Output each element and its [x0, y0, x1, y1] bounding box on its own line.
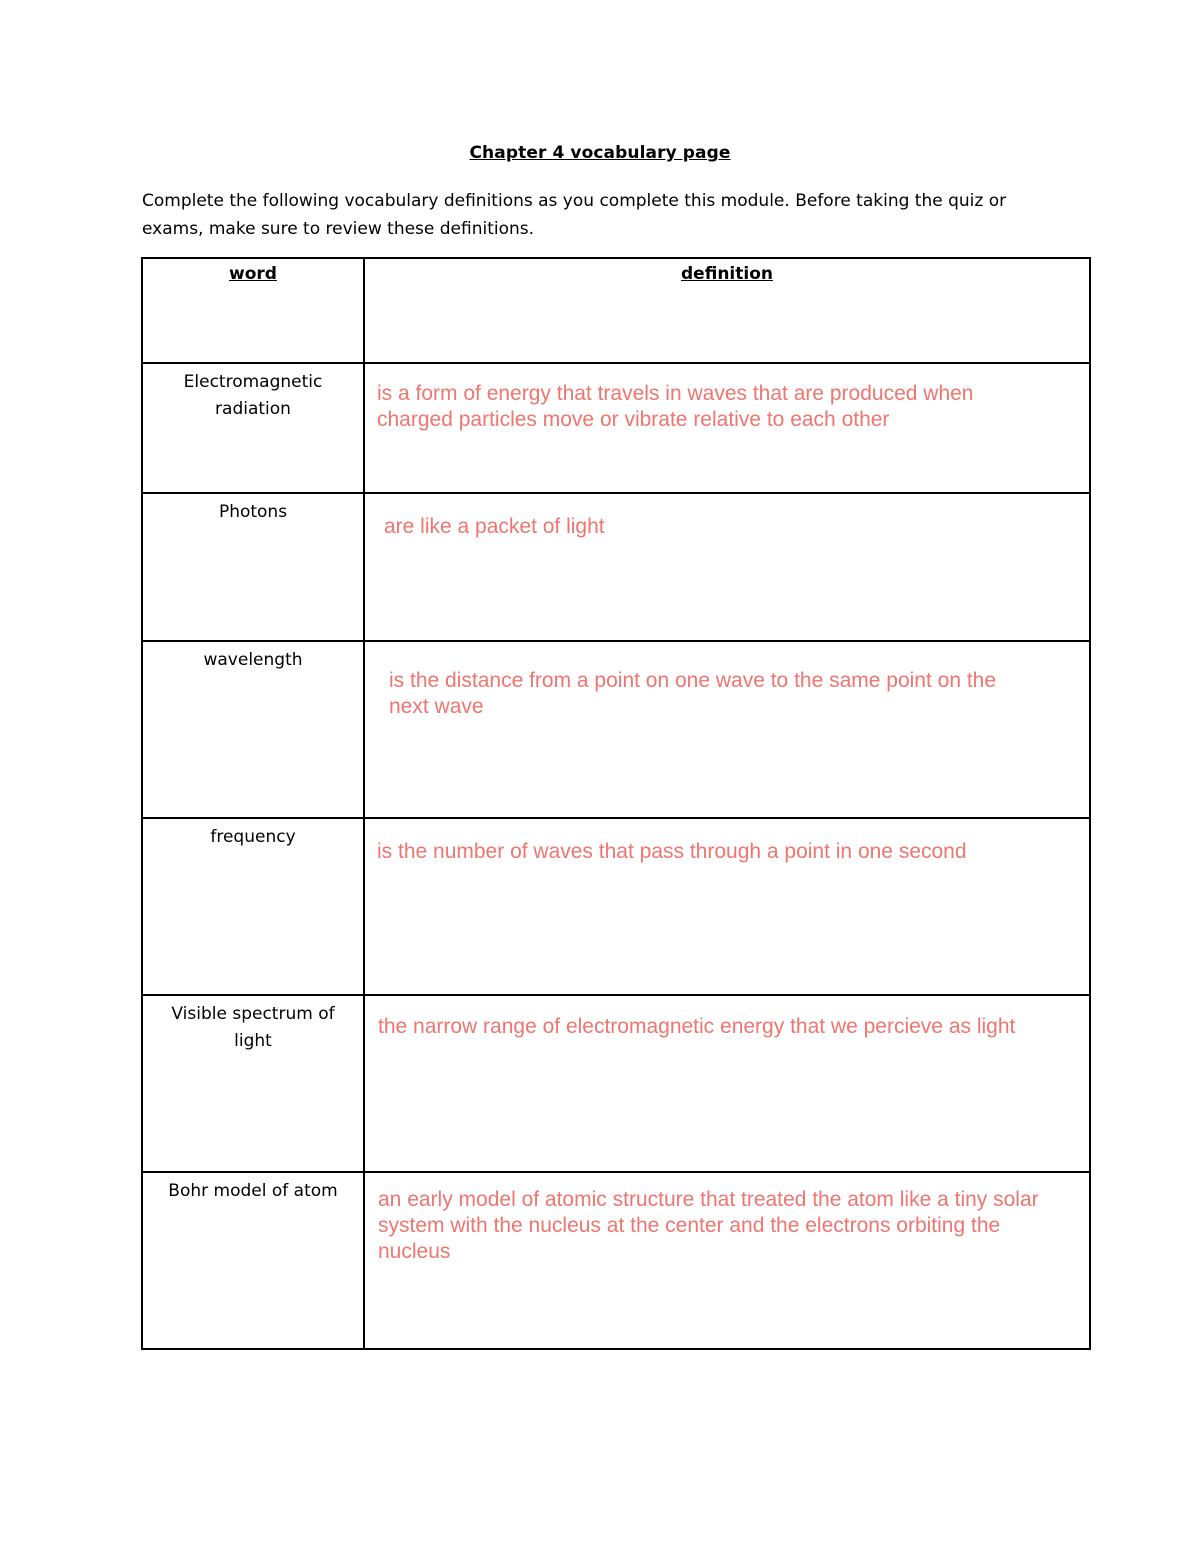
page-title: Chapter 4 vocabulary page — [469, 143, 731, 163]
vocab-definition: is the distance from a point on one wave to the same point on the next wave — [364, 641, 1090, 818]
vocab-word: wavelength — [142, 641, 364, 818]
instructions-text: Complete the following vocabulary definitions as you complete this module. Before taking the quiz or exams, make sure to review these definitions. — [142, 191, 1007, 239]
vocab-word: Visible spectrum of light — [142, 995, 364, 1172]
table-row — [142, 995, 1090, 1172]
table-header-row — [142, 258, 1090, 363]
table-row — [142, 493, 1090, 641]
vocabulary-table — [141, 257, 1091, 1350]
vocab-definition: the narrow range of electromagnetic energy that we percieve as light — [364, 995, 1090, 1172]
word-column-header: word — [142, 258, 364, 363]
table-row — [142, 818, 1090, 995]
vocab-definition: are like a packet of light — [364, 493, 1090, 641]
vocab-word: frequency — [142, 818, 364, 995]
table-row — [142, 641, 1090, 818]
vocab-word: Electromagnetic radiation — [142, 363, 364, 493]
definition-column-header: definition — [364, 258, 1090, 363]
vocab-definition: is a form of energy that travels in waves that are produced when charged particles move or vibrate relative to each other — [364, 363, 1090, 493]
table-row — [142, 1172, 1090, 1349]
table-row — [142, 363, 1090, 493]
vocab-word: Photons — [142, 493, 364, 641]
vocab-definition: an early model of atomic structure that treated the atom like a tiny solar system with the nucleus at the center and the electrons orbiting the nucleus — [364, 1172, 1090, 1349]
vocab-definition: is the number of waves that pass through a point in one second — [364, 818, 1090, 995]
vocab-word: Bohr model of atom — [142, 1172, 364, 1349]
